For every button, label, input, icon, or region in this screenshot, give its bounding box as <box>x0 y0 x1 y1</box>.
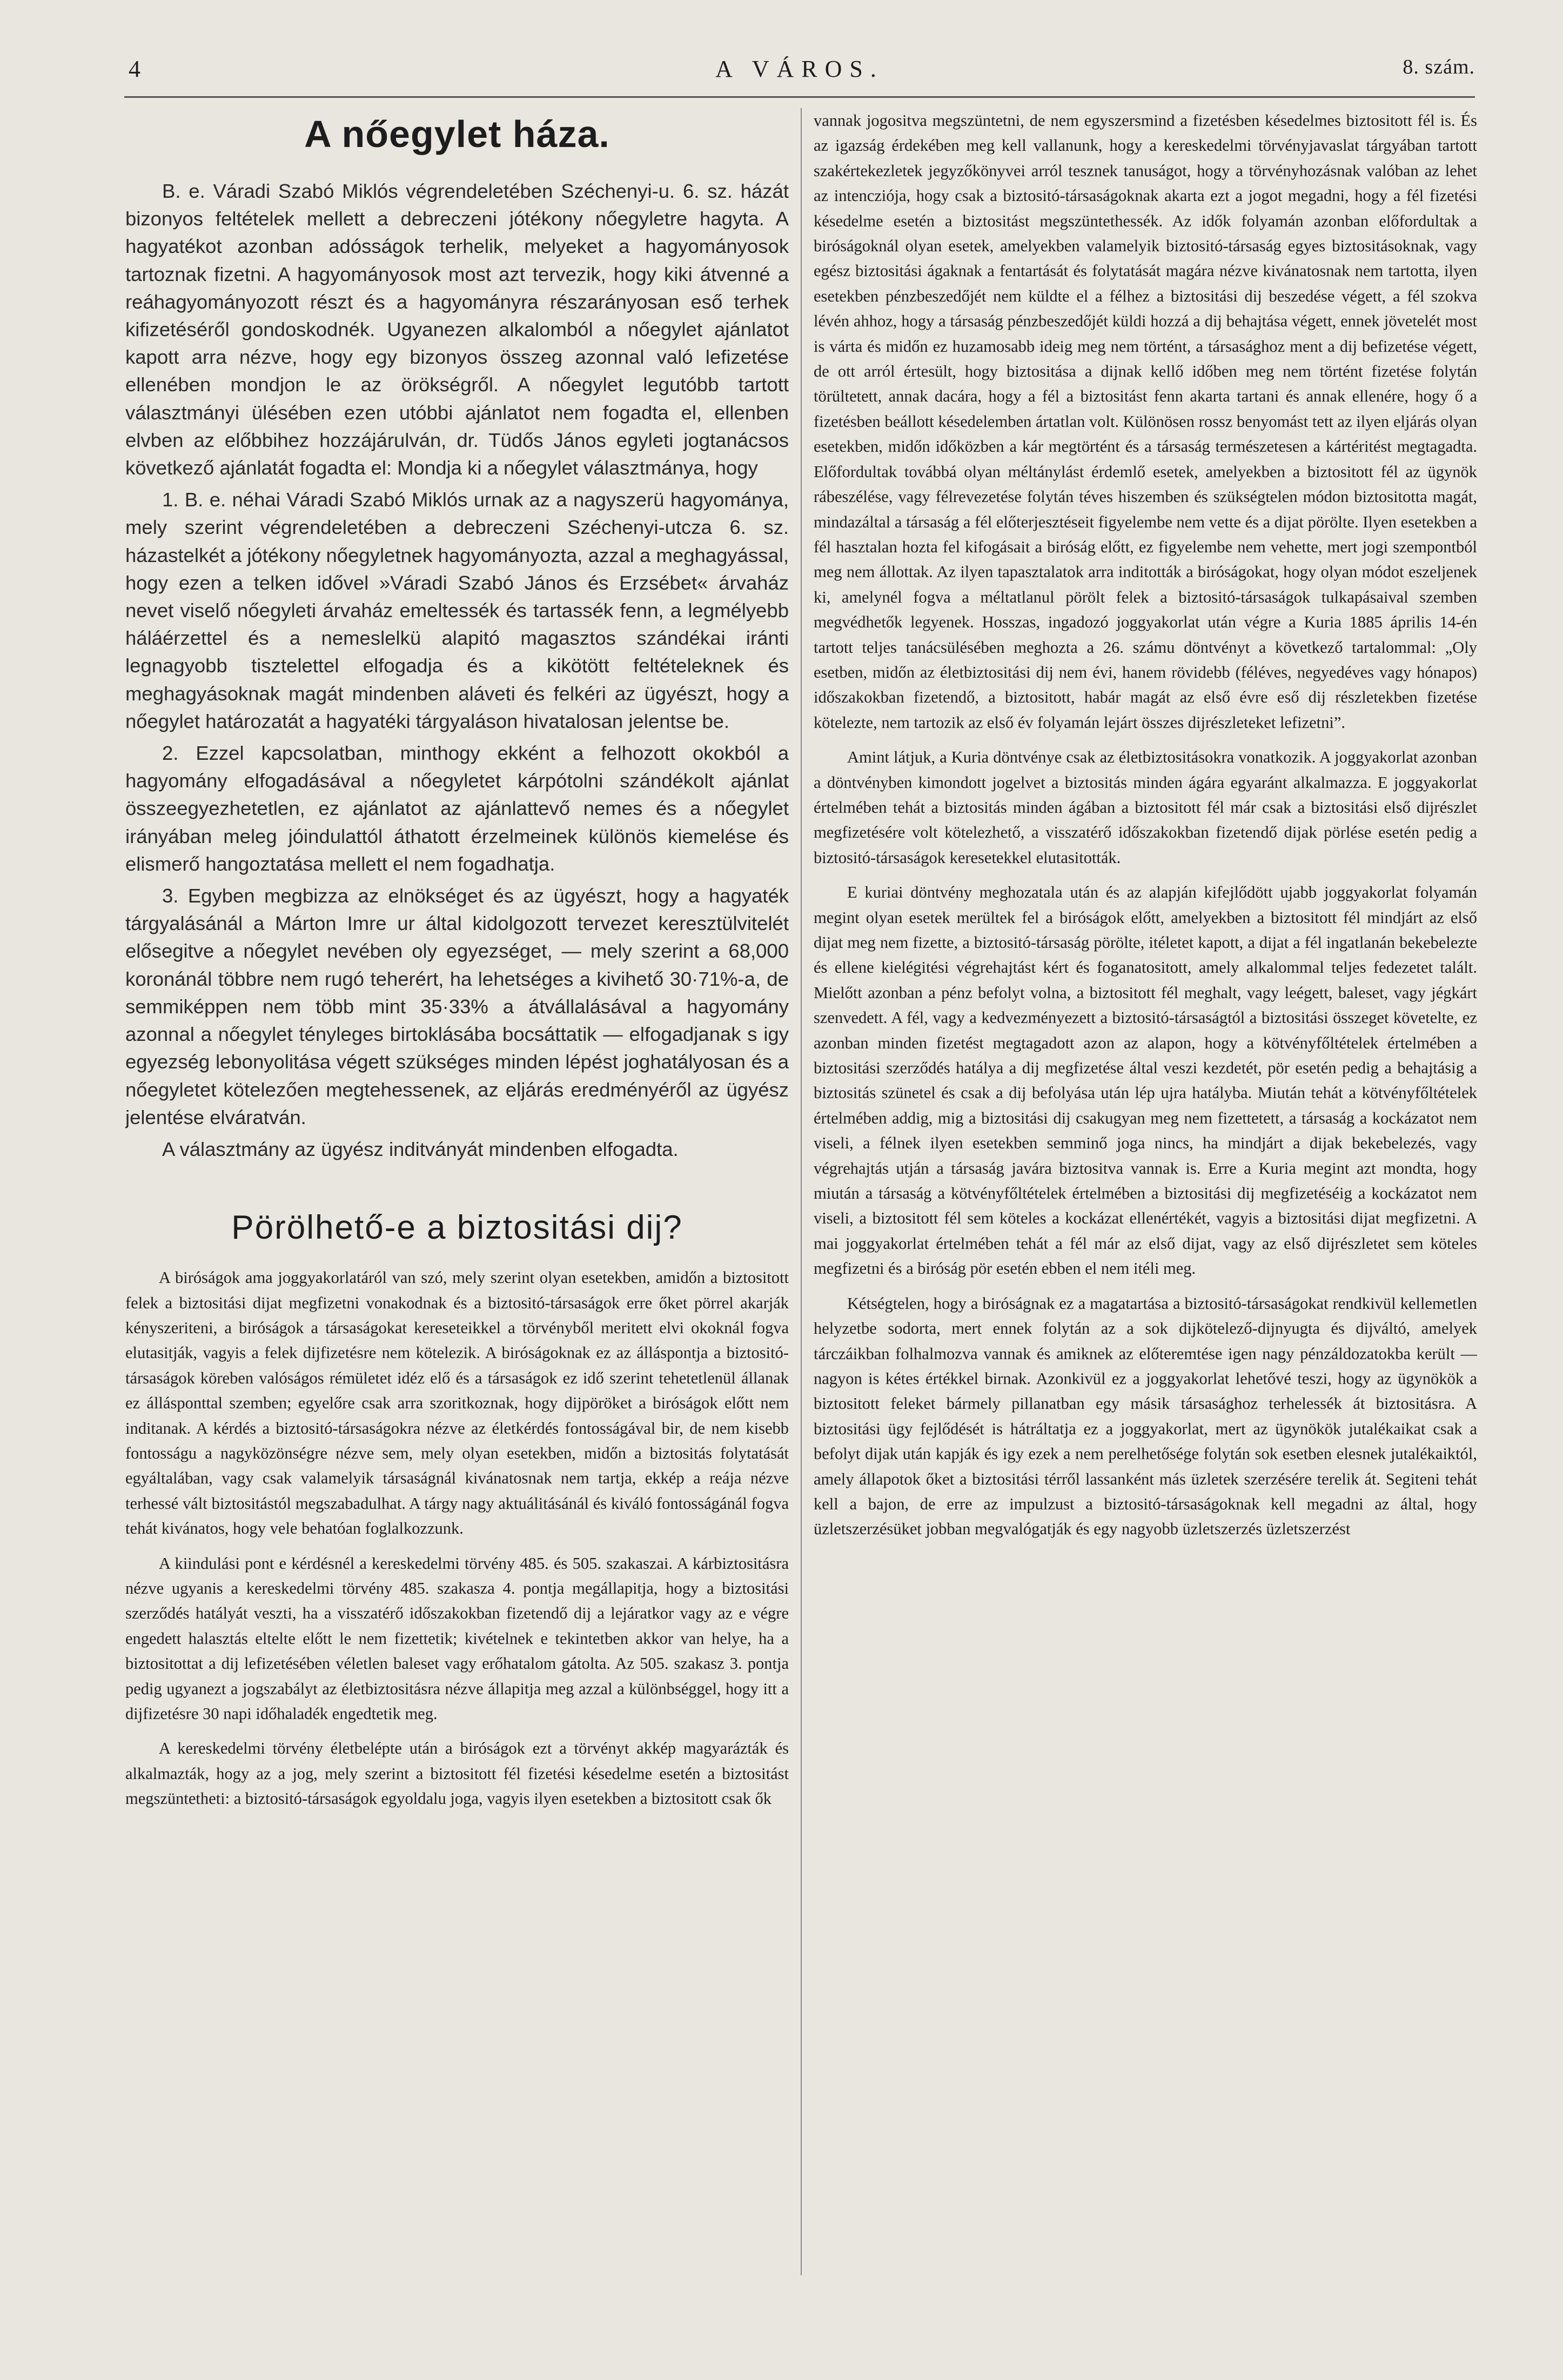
article1-paragraph: 2. Ezzel kapcsolatban, minthogy ekként a felhozott okokból a hagyomány elfogadásával a nőegyletet kárpótolni szándékolt ajánlat összeegyezhetetlen, ez ajánlatot az ajánlattevő nemes és a nőegylet irányában meleg jóindulattól áthatott érzelmeinek különös kiemelése és elismerő hangoztatása mellett el nem fogadhatja. <box>125 742 789 875</box>
article-title-biztositasi-dij: Pörölhető-e a biztositási dij? <box>231 1209 683 1247</box>
article2-paragraph: Amint látjuk, a Kuria döntvénye csak az életbiztositásokra vonatkozik. A joggyakorlat azonban a döntvényben kimondott jogelvet a biztositás minden ágára egyaránt alkalmazza. E joggyakorlat értelmében tehát a biztositás minden ágában a biztositott fél már csak a biztositási első dijrészlet megfizetésére volt kötelezhető, a visszatérő időszakokban fizetendő dijak pörlése esetén pedig a biztositó-társaságok keresetekkel elutasitották. <box>814 748 1477 867</box>
article2-paragraph: A kereskedelmi törvény életbelépte után a biróságok ezt a törvényt akkép magyarázták és alkalmazták, hogy az a jog, mely szerint a biztositott fél fizetési késedelme esetén a biztositást megszüntetheti: a biztositó-társaságok egyoldalu joga, vagyis ilyen esetekben a biztositott csak ők <box>125 1739 789 1808</box>
article1-paragraph: 3. Egyben megbizza az elnökséget és az ügyészt, hogy a hagyaték tárgyalásánál a Márton Imre ur által kidolgozott tervezet keresztülvitelét elősegitve a nőegylet nevében oly egyezséget, — mely szerint a 68,000 koronánál többre nem rugó teherért, ha lehetséges a kivihető 30·71%-a, de semmiképpen nem több mint 35·33% a átvállalásával a hagyomány azonnal a nőegylet tényleges birtoklásába bocsáttatik — elfogadjanak s igy egyezség lebonyolitása végett szükséges minden lépést joghatályosan és a nőegyletet kötelezően megtehessenek, az eljárás eredményéről az ügyész jelentése elváratván. <box>125 885 789 1128</box>
article1-paragraph: 1. B. e. néhai Váradi Szabó Miklós urnak az a nagyszerü hagyománya, mely szerint végrendeletében a debreczeni Széchenyi-utcza 6. sz. házastelkét a jótékony nőegyletnek hagyományozta, azzal a meghagyással, hogy ezen a telken idővel »Váradi Szabó János és Erzsébet« árvaház nevet viselő nőegyleti árvaház emeltessék és tartassék fenn, a legmélyebb háláérzettel és a nemeslelkü alapitó magasztos szándékai iránti legnagyobb tisztelettel elfogadja és a kikötött feltételeknek és meghagyásoknak magát mindenben aláveti és felkéri az ügyészt, hogy a nőegylet határozatát a hagyatéki tárgyaláson hivatalosan jelentse be. <box>125 489 789 732</box>
column-divider <box>801 108 802 2275</box>
publication-title: A VÁROS. <box>715 56 884 82</box>
article2-paragraph: A biróságok ama joggyakorlatáról van szó, mely szerint olyan esetekben, amidőn a biztositott felek a biztositási dijat megfizetni vonakodnak és a biztositó-társaságok erre őket pörrel akarják kényszeriteni, a biróságok a társaságokat kereseteikkel a törvényből meritett elvi okoknál fogva elutasitják, vagyis a felek dijfizetésre nem kötelezik. A biróságoknak ez az álláspontja a biztositó-társaságok köreben valóságos rémületet idéz elő és a társaságok ez idő szerint tehetetlenül állanak ez állásponttal szemben; egyelőre csak arra szoritkoznak, hogy dijpöröket a biróságok előtt nem inditanak. A kérdés a biztositó-társaságokra nézve az életkérdés fontosságával bir, de nem kisebb fontosságu a nagyközönségre nézve sem, mely olyan esetekben, midőn a biztositás folytatását egyáltalában, vagy csak valamelyik társaságnál kivánatosnak nem tartja, ekkép a reája nézve terhessé vált biztositástól megszabadulhat. A tárgy nagy aktuálitásánál és kiváló fontosságánál fogva tehát kivánatos, hogy vele behatóan foglalkozzunk. <box>125 1268 789 1538</box>
running-head <box>124 50 1475 93</box>
article1-paragraph: B. e. Váradi Szabó Miklós végrendeletében Széchenyi-u. 6. sz. házát bizonyos feltételek mellett a debreczeni jótékony nőegyletre hagyta. A hagyatékot azonban adósságok terhelik, melyeket a hagyományosok tartoznak fizetni. A hagyományosok most azt tervezik, hogy kiki átvenné a reáhagyományozott részt és a hagyományra részarányosan eső terhek kifizetéséről gondoskodnék. Ugyanezen alkalomból a nőegylet ajánlatot kapott arra nézve, hogy egy bizonyos összeg azonnal való lefizetése ellenében mondjon le az örökségről. A nőegylet legutóbb tartott választmányi ülésében ezen utóbbi ajánlatot nem fogadta el, ellenben elvben az előbbihez hozzájárulván, dr. Tüdős János egyleti jogtanácsos következő ajánlatát fogadta el: Mondja ki a nőegylet választmánya, hogy <box>125 180 789 479</box>
header-rule <box>124 96 1475 98</box>
article2-paragraph: Kétségtelen, hogy a biróságnak ez a magatartása a biztositó-társaságokat rendkivül kellemetlen helyzetbe sodorta, mert ennek folytán az a sok dijkötelező-dijnyugta és dijváltó, amelyek tárczáikban folhalmozva vannak és amiknek az előteremtése igen nagy pénzáldozatokba került — nagyon is kétes értékkel birnak. Azonkivül ez a joggyakorlat lehetővé teszi, hogy az ügynökök a biztositott feleket bármely pillanatban egy másik társasághoz terhelessék át biztositásra. A biztositási ügy fejlődését is hátráltatja ez a joggyakorlat, mert az ügynökök jutalékaikat csak a befolyt dijak után kapják és igy ezek a nem perelhetősége folytán sok esetben elesnek jutalékaiktól, amely állapotok őket a biztositási térről lassanként más üzletek szerzésére terelik át. Segiteni tehát kell a bajon, de erre az impulzust a biztositó-társaságoknak kell megadni az által, hogy üzletszerzésüket jobban megvalógatják és egy nagyobb üzletszerzés üzletszerzést <box>814 1294 1477 1539</box>
article2-paragraph: E kuriai döntvény meghozatala után és az alapján kifejlődött ujabb joggyakorlat folyamán megint olyan esetek merültek fel a biróságok előtt, amelyekben a biztositott fél mindjárt az első dijat meg nem fizette, a biztositó-társaság pörölte, itéletet kapott, a dijat a fél ingatlanán bekebelezte és ellene kielégitési végrehajtást kért és foganatositott, amely alkalommal teljes fedezetet talált. Mielőtt azonban a pénz befolyt volna, a biztositott fél meghalt, vagy leégett, baleset, vagy jégkárt szenvedett. A fél, vagy a kedvezményezett a biztositó-társaságtól a biztositási összeget követelte, ez azonban minden fizetést megtagadott azon az alapon, hogy a kötvényfőltételek értelmében a biztositási szerződés hatálya a dij megfizetése által veszi kezdetét, pör esetén pedig a behajtásig a biztositás szünetel és csak a dij befolyása után lép ujra hatályba. Miután tehát a kötvényfőltételek értelmében addig, mig a biztositási dij csakugyan meg nem fizettetett, a társaság a kockázatot nem viseli, a félnek ilyen esetekben semminő joga nincs, ha mindjárt a dijak bekebelezés, vagy végrehajtás utján a társaság javára biztositva vannak is. Erre a Kuria megint azt mondta, hogy miután a társaság a kötvényfőltételek értelmében a biztositási dij megfizetéséig a kockázatot nem viseli, a biztositott fél sem köteles a kockázat ellenértékét, vagyis a biztositási dijat megfizetni. A mai joggyakorlat értelmében tehát a fél már az első dijat, vagy az első dijrészletet sem köteles megfizetni és a biróság pör esetén ebben el nem itéli meg. <box>814 883 1477 1278</box>
left-column <box>125 108 789 2275</box>
issue-number: 8. szám. <box>1403 56 1475 78</box>
page-number: 4 <box>129 56 142 82</box>
article2-continued-paragraph: vannak jogositva megszüntetni, de nem egyszersmind a fizetésben késedelmes biztositott fél is. És az igazság érdekében meg kell vallanunk, hogy a kereskedelmi törvényjavaslat tárgyában tartott szakértekezletek jegyzőkönyvei arról tesznek tanuságot, hogy a törvényhozásnak valóban az lehet az intencziója, hogy csak a biztositó-társaságoknak akarta ezt a jogot megadni, hogy a fél fizetési késedelme esetén a biztositást megszüntethessék. Az idők folyamán azonban előfordultak a biróságoknál olyan esetek, amelyekben valamelyik biztositó-társaság egyes biztositásoknak, vagy egész biztositási ágaknak a fentartását és folytatását magára nézve kivánatosnak nem tartotta, ilyen esetekben pénzbeszedőjét nem küldte el a félhez a biztositási dij beszedése végett, a fél szokva lévén ahhoz, hogy a társaság pénzbeszedőjét küldi hozzá a dij behajtása végett, ennek jövetelét most is várta és midőn ez huzamosabb ideig meg nem történt, a társasághoz ment a dij befizetése végett, de ott arról értesült, hogy biztositása a dijnak kellő időben meg nem történt fizetése folytán törültetett, annak dacára, hogy a fél a biztositást fenn akarta tartani és annak ellenére, hogy ő a fizetésben beállott késedelemben ártatlan volt. Különösen rossz benyomást tett az ilyen eljárás olyan esetekben, midőn időközben a kár megtörtént és a társaság természetesen a kártéritést megtagadta. Előfordultak továbbá olyan méltánylást érdemlő esetek, amelyekben a biztositott fél az ügynök rábeszélése, vagy félrevezetése folytán téves hiszemben és szükségtelen módon biztositotta magát, mindazáltal a társaság a fél előterjesztéseit figyelembe nem vette és a dijat pörölte. Ilyen esetekben a fél hasztalan hozta fel kifogásait a biróság előtt, ez figyelembe nem vehette, mert jogi szempontból meg nem állottak. Az ilyen tapasztalatok arra inditották a biróságokat, hogy olyan módot eszeljenek ki, amelynél fogva a méltatlanul pörölt felek a biztositó-társaságok tulkapásaival szemben megvédhetők legyenek. Hosszas, ingadozó joggyakorlat után végre a Kuria 1885 április 14-én tartott teljes tanácsülésében meghozta a 26. számu döntvényt a következő tartalommal: „Oly esetben, midőn az életbiztositási dij nem évi, hanem rövidebb (féléves, negyedéves vagy hónapos) időszakokban fizetendő, a biztositott, habár magát az első évre eső dij részletekben fizetése kötelezte, nem tartozik az első év folyamán lejárt összes dijrészleteket lefizetni”. <box>814 111 1477 732</box>
article1-paragraph: A választmány az ügyész inditványát mindenben elfogadta. <box>162 1138 679 1160</box>
article-title-noegylet: A nőegylet háza. <box>304 113 610 155</box>
right-column <box>814 108 1477 2275</box>
article2-paragraph: A kiindulási pont e kérdésnél a kereskedelmi törvény 485. és 505. szakaszai. A kárbiztositásra nézve ugyanis a kereskedelmi törvény 485. szakasza 4. pontja megállapitja, hogy a biztositási szerződés hatályát veszti, ha a visszatérő időszakokban fizetendő dij a lejáratkor vagy az e végre engedett halasztás eltelte előtt le nem fizettetik; kivételnek e tekintetben akkor van helye, ha a biztositottat a dij lefizetésében véletlen baleset vagy erőhatalom gátolta. Az 505. szakasz 3. pontja pedig ugyanezt a jogszabályt az életbiztositásra nézve állapitja meg azzal a különbséggel, hogy itt a dijfizetésre 30 napi időhaladék engedtetik meg. <box>125 1554 789 1723</box>
